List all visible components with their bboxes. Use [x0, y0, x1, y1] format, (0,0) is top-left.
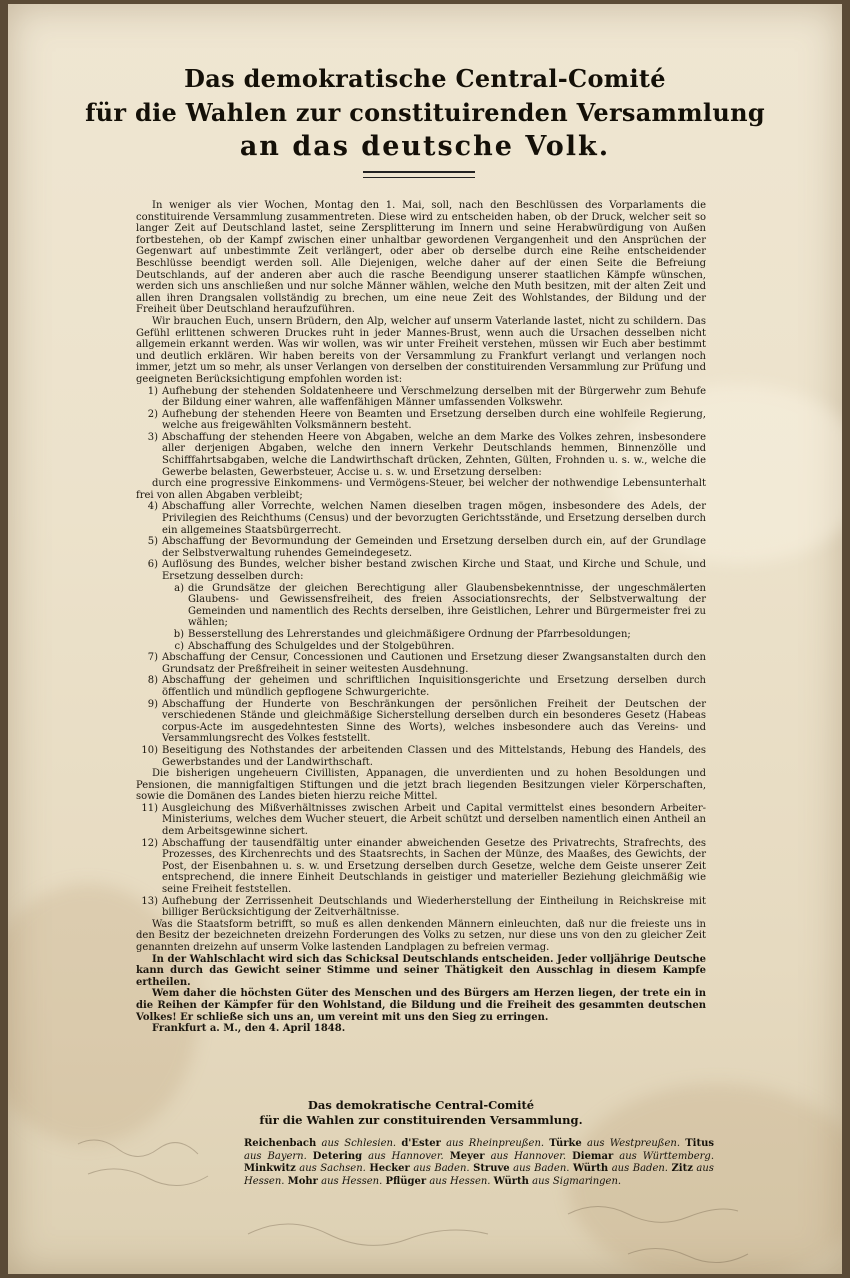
- demand-item: 13) Aufhebung der Zerrissenheit Deutschlands und Wiederherstellung der Eintheilung in Reichskreise mit billiger Berücksichtigung der Zeitverhältnisse.: [141, 895, 706, 919]
- proclamation-body: [136, 200, 706, 1035]
- signatory-name: Zitz: [671, 1163, 693, 1175]
- intro-paragraph: Wir brauchen Euch, unsern Brüdern, den Alp, welcher auf unserm Vaterlande lastet, nicht zu schildern. Das Gefühl erlittenen schweren Druckes ruht in jeder Mannes-Brust, wenn auch die Ursachen desselben nicht allgemein erkannt werden. Was wir wollen, was wir unter Freiheit verstehen, müssen wir Euch aber bestimmt und deutlich erklären. Wir haben bereits von der Versammlung zu Frankfurt verlangt und verlangen noch immer, jetzt um so mehr, als unser Verlangen von derselben der constituirenden Versammlung zur Prüfung und geeigneten Berücksichtigung empfohlen worden ist:: [136, 315, 706, 385]
- signatory-name: Hecker: [369, 1163, 410, 1175]
- poster-heading: [8, 62, 842, 164]
- signatory-name: Türke: [549, 1138, 582, 1149]
- demand-item: 11) Ausgleichung des Mißverhältnisses zwischen Arbeit und Capital vermittelst eines besondern Arbeiter-Ministeriums, welches dem Wucher steuert, die Arbeit schützt und derselben namentlich einen Antheil an dem Arbeitsgewinne sichert.: [141, 802, 706, 838]
- signatory-place: aus Rheinpreußen.: [446, 1138, 545, 1149]
- signatory-name: Reichenbach: [244, 1138, 317, 1149]
- demand-item: 3) Abschaffung der stehenden Heere von Abgaben, welche an dem Marke des Volkes zehren, insbesondere aller derjenigen Abgaben, welche den innern Verkehr Deutschlands hemmen, Binnenzölle und Schifffahrtsabgaben, welche die Landwirthschaft drücken, Zehnten, Gülten, Frohnden u. s. w., welche die Gewerbe belasten, Gewerbsteuer, Accise u. s. w. und Ersetzung derselben:: [147, 431, 706, 478]
- demand-item: 9) Abschaffung der Hunderte von Beschränkungen der persönlichen Freiheit der Deutschen der verschiedenen Stände und gleichmäßige Sicherstellung derselben durch ein besonderes Gesetz (Habeas corpus-Acte im ausgedehntesten Sinne des Worts), welches insbesondere auch das Vereins- und Versammlungsrecht des Volkes feststellt.: [147, 698, 706, 745]
- heading-rule: [363, 171, 475, 178]
- demand-item: 5) Abschaffung der Bevormundung der Gemeinden und Ersetzung derselben durch ein, auf der Grundlage der Selbstverwaltung ruhendes Gemeindegesetz.: [147, 536, 706, 559]
- signatory-name: Pflüger: [385, 1175, 427, 1187]
- demand-continuation: Die bisherigen ungeheuern Civillisten, Appanagen, die unverdienten und zu hohen Besoldungen und Pensionen, die mannigfaltigen Stiftungen und die jetzt brach liegenden Besitzungen vieler Körperschaften, sowie die Domänen des Landes bieten hierzu reiche Mittel.: [136, 768, 706, 803]
- signatory-name: Meyer: [449, 1150, 485, 1162]
- signatory-place: aus Schlesien.: [321, 1138, 397, 1149]
- signatory-place: aus Hessen.: [321, 1175, 383, 1187]
- signatory-place: aus Sachsen.: [299, 1163, 366, 1175]
- signatory-place: aus Hannover.: [490, 1150, 567, 1162]
- demand-subitem: a) die Grundsätze der gleichen Berechtigung aller Glaubensbekenntnisse, der ungeschmälerten Glaubens- und Gewissensfreiheit, des freien Associationsrechts, der Selbstverwaltung der Gemeinden und namentlich des Rechts derselben, ihre Geistlichen, Lehrer und Bürgermeister frei zu wählen;: [174, 582, 706, 629]
- signatory-place: aus Baden.: [611, 1163, 668, 1175]
- signature-line-1: Das demokratische Central-Comité: [307, 1098, 535, 1112]
- signatory-place: aus Westpreußen.: [587, 1138, 681, 1149]
- closing-paragraph: Wem daher die höchsten Güter des Menschen und des Bürgers am Herzen liegen, der trete ein in die Reihen der Kämpfer für den Wohlstand, die Bildung und die Freiheit des gesammten deutschen Volkes! Er schließe sich uns an, um vereint mit uns den Sieg zu erringen.: [136, 988, 706, 1023]
- date-line: Frankfurt a. M., den 4. April 1848.: [152, 1023, 346, 1035]
- demand-item: 4) Abschaffung aller Vorrechte, welchen Namen dieselben tragen mögen, insbesondere des Adels, der Privilegien des Reichthums (Census) und der bevorzugten Gerichtsstände, und Ersetzung derselben durch ein allgemeines Staatsbürgerrecht.: [147, 501, 706, 536]
- intro-paragraph: In weniger als vier Wochen, Montag den 1. Mai, soll, nach den Beschlüssen des Vorparlaments die constituirende Versammlung zusammentreten. Diese wird zu entscheiden haben, ob der Druck, welcher seit so langer Zeit auf Deutschland lastet, seine Zersplitterung im Innern und seine Herabwürdigung von Außen fortbestehen, ob der Kampf zwischen einer unhaltbar gewordenen Vergangenheit und den Ansprüchen der Gegenwart auf unbestimmte Zeit verlängert, oder aber ob derselbe durch eine Reihe entscheidender Beschlüsse beendigt werden soll. Alle Diejenigen, welche daher auf der einen Seite die Befreiung Deutschlands, auf der anderen aber auch die rasche Beendigung unserer staatlichen Kämpfe wünschen, werden sich uns anschließen und nur solche Männer wählen, welche den Muth besitzen, mit der alten Zeit und allen ihren Drangsalen vollständig zu brechen, um eine neue Zeit des Wohlstandes, der Bildung und der Freiheit über Deutschland heraufzuführen.: [136, 200, 706, 316]
- closing-paragraph: Was die Staatsform betrifft, so muß es allen denkenden Männern einleuchten, daß nur die freieste uns in den Besitz der bezeichneten dreizehn Forderungen des Volks zu setzen, nur diese uns von den zu gleicher Zeit genannten dreizehn auf unserm Volke lastenden Landplagen zu befreien vermag.: [136, 918, 706, 953]
- signatory-place: aus Württemberg.: [619, 1150, 714, 1162]
- demand-item: 7) Abschaffung der Censur, Concessionen und Cautionen und Ersetzung dieser Zwangsanstalten durch den Grundsatz der Preßfreiheit in seiner weitesten Ausdehnung.: [147, 652, 706, 675]
- signatory-name: d'Ester: [401, 1138, 441, 1149]
- signatory-name: Detering: [312, 1150, 363, 1162]
- demand-item: 12) Abschaffung der tausendfältig unter einander abweichenden Gesetze des Privatrechts, Strafrechts, des Prozesses, des Kirchenrechts und des Staatsrechts, in Sachen der Münze, des Maaßes, des Gewichts, der Post, der Eisenbahnen u. s. w. und Ersetzung derselben durch Gesetze, welche dem Geiste unserer Zeit entsprechend, die innere Einheit Deutschlands in geistiger und materieller Beziehung gleichmäßig wie seine Freiheit feststellen.: [141, 837, 706, 896]
- signatory-name: Minkwitz: [244, 1163, 296, 1175]
- demand-subitem: c) Abschaffung des Schulgeldes und der Stolgebühren.: [174, 640, 455, 652]
- signatory-name: Diemar: [572, 1150, 614, 1162]
- signatory-place: aus Hannover.: [368, 1150, 444, 1162]
- demand-item: 10) Beseitigung des Nothstandes der arbeitenden Classen und des Mittelstands, Hebung des Handels, des Gewerbstandes und der Landwirthschaft.: [141, 744, 706, 768]
- heading-line-1: Das demokratische Central-Comité: [184, 64, 666, 93]
- signatory-name: Titus: [685, 1138, 714, 1149]
- signatory-place: aus Bayern.: [244, 1150, 307, 1162]
- demand-item: 6) Auflösung des Bundes, welcher bisher bestand zwischen Kirche und Staat, und Kirche und Schule, und Ersetzung desselben durch:: [147, 559, 706, 582]
- signatory-name: Mohr: [287, 1175, 318, 1187]
- closing-paragraph: In der Wahlschlacht wird sich das Schicksal Deutschlands entscheiden. Jeder volljährige Deutsche kann durch das Gewicht seiner Stimme und seiner Thätigkeit den Ausschlag in diesem Kampfe ertheilen.: [136, 953, 706, 988]
- demand-item: 2) Aufhebung der stehenden Heere von Beamten und Ersetzung derselben durch eine wohlfeile Regierung, welche aus freigewählten Volksmännern besteht.: [147, 408, 706, 432]
- signatory-place: aus Hessen.: [244, 1163, 714, 1187]
- heading-line-3: an das deutsche Volk.: [239, 131, 611, 162]
- heading-line-2: für die Wahlen zur constituirenden Versammlung: [85, 98, 765, 127]
- pencil-scribbles: [68, 1124, 842, 1274]
- signatory-place: aus Baden.: [413, 1163, 470, 1175]
- signatory-place: aus Sigmaringen.: [532, 1175, 622, 1187]
- demand-item: 1) Aufhebung der stehenden Soldatenheere und Verschmelzung derselben mit der Bürgerwehr zum Behufe der Bildung einer wahren, alle waffenfähigen Männer umfassenden Volkswehr.: [147, 385, 706, 409]
- poster-sheet: [8, 4, 842, 1274]
- signatory-name: Würth: [572, 1163, 609, 1175]
- signatory-place: aus Hessen.: [429, 1175, 491, 1187]
- demand-continuation: durch eine progressive Einkommens- und Vermögens-Steuer, bei welcher der nothwendige Lebensunterhalt frei von allen Abgaben verbleibt;: [136, 478, 706, 501]
- signatory-name: Struve: [473, 1163, 510, 1175]
- demand-subitem: b) Besserstellung des Lehrerstandes und gleichmäßigere Ordnung der Pfarrbesoldungen;: [173, 628, 631, 640]
- signature-line-2: für die Wahlen zur constituirenden Versammlung.: [259, 1113, 583, 1127]
- demand-item: 8) Abschaffung der geheimen und schriftlichen Inquisitionsgerichte und Ersetzung derselben durch öffentlich und mündlich gepflogene Schwurgerichte.: [147, 675, 706, 698]
- signatory-name: Würth: [493, 1175, 529, 1187]
- signatory-place: aus Baden.: [513, 1163, 570, 1175]
